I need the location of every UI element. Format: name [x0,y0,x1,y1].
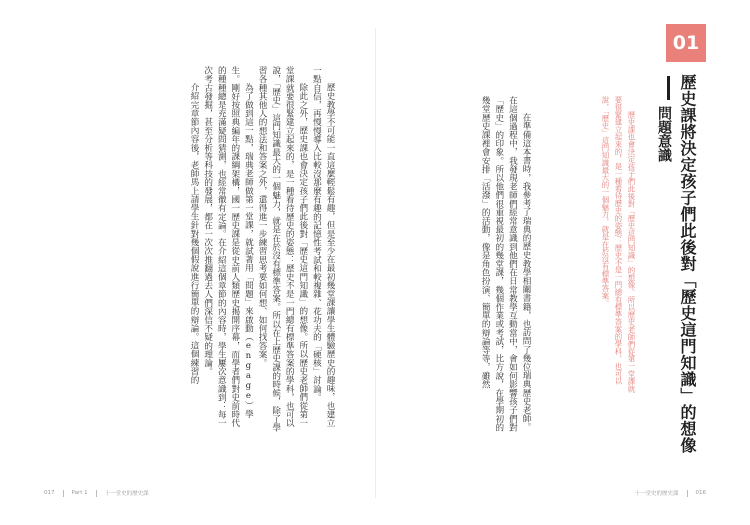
em-dash [667,76,670,100]
paragraph: 為了做到這一點，瑞典老師做第一堂課，就試著用「問題」來啟動（engage）學生。剛好按照典編年的課綱架構，國一歷史課是從史前人類歷史揭開序幕，而學者們對史前時代的種種總是充滿疑問猜測，也經常徹有定論。在介紹這個章節的內容時，學生屢次意識到：每一次考古發掘，甚至分析等科技的發展，都在一次次推翻過去人們深信不疑的理論。 [202,66,254,428]
page-number: 016 [695,490,706,496]
footer-divider [687,490,688,497]
page-number: 017 [44,490,55,496]
intro-text: 歷史課也會決定孩子們此後對「歷史這門知識」的想像。所以歷史老師們從第一堂課就要很緊建立起來的，是一種看待歷史的姿態：歷史不是一門總有標準答案的學科，也可以說，「歷史」這門知識最大的一個魅力，就是在於沒有標準答案。 [601,96,636,392]
footer-left [44,489,149,497]
paragraph: 介紹完章節內容後，老師馬上請學生針對幾個假說進行簡單的辯論。這個練習的 [189,83,200,385]
running-head: 十一堂史的歷史課 [104,491,149,497]
intro-paragraph [562,96,638,396]
page-spine [375,28,376,498]
footer-right [634,489,706,497]
chapter-subtitle-block [654,74,674,162]
body-text-left-page [60,66,336,432]
body-text-right-page [404,96,532,432]
running-head: 十一堂史的歷史課 [634,491,679,497]
footer-divider [96,490,97,497]
paragraph: 歷史教學不可能一直這麼輕鬆有趣，但是至少在最初幾堂課讓學生體驗歷史的趣味，也建立一點自信，再慢慢導入比較沒那麼有趣的記憶性考試和較複雜、花功夫的「硬核」討論。 [311,66,335,428]
chapter-title: 歷史課將決定孩子們此後對「歷史這門知識」的想像 [678,74,697,454]
chapter-number-badge: 01 [666,24,706,62]
chapter-subtitle: 問題意識 [656,106,672,162]
footer-divider [63,490,64,497]
paragraph: 除此之外，歷史課也會決定孩子們此後對「歷史這門知識」的想像。所以歷史老師們從第一堂課就要很緊建立起來的，是一種看待歷史的姿態：歷史不是一門總有標準答案的學科，也可以說，「歷史」這門知識最大的一個魅力，就是在於沒有標準答案。所以在上歷史課的時候，除了學習各種其他人的想法和答案之外，還得進一步練習思考要如何想、如何找答案。 [257,66,308,432]
paragraph: 在準備這本書時，我參考了瑞典的歷史教學相關書籍，也訪問了幾位瑞典歷史老師。在這個過程中，我發現老師們經常意識到他們在日常教學互動當中，會如何影響孩子們對「歷史」的印象。所以他們很重視最初的幾堂課，幾個作業或考試，比方說，在學期初的幾堂歷史課裡會安排「活潑」的活動，像是角色扮演、簡單的辯論等等，雖然 [480,96,531,432]
part-label: Part 1 [71,490,88,496]
